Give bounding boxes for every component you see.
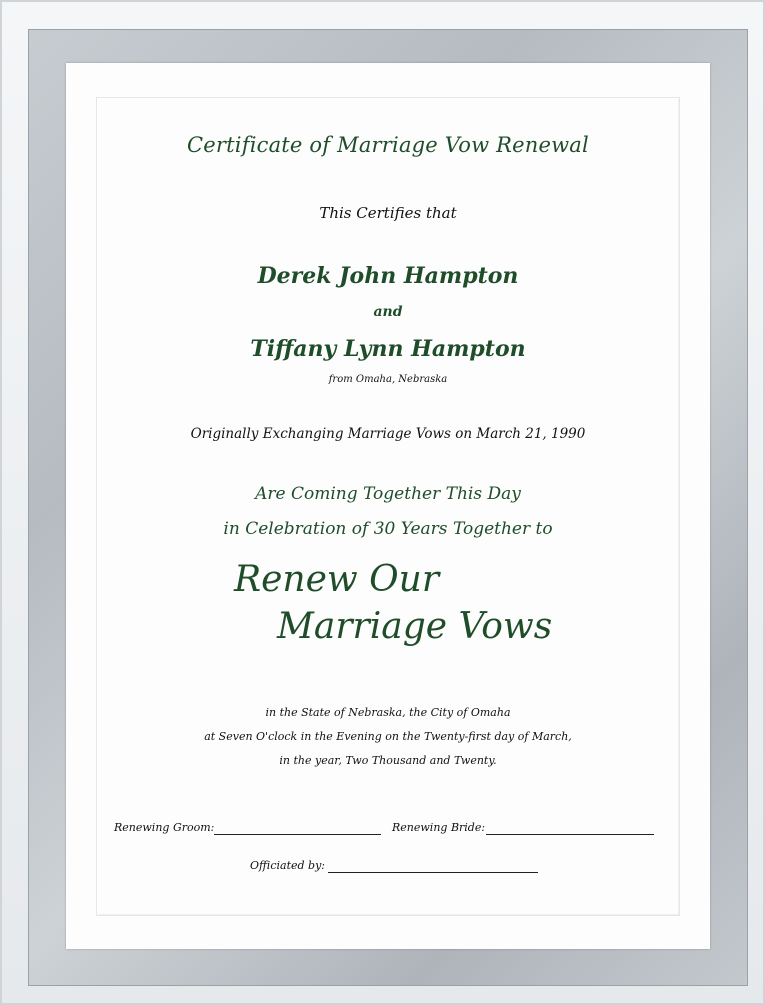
location-line-2: at Seven O'clock in the Evening on the Twenty-first day of March, (204, 730, 572, 743)
groom-name: Derek John Hampton (257, 263, 519, 289)
hometown-text: from Omaha, Nebraska (328, 374, 448, 385)
groom-signature-line[interactable] (214, 834, 381, 835)
celebration-text: in Celebration of 30 Years Together to (223, 519, 553, 539)
coming-together-text: Are Coming Together This Day (255, 484, 521, 504)
and-text: and (373, 304, 403, 320)
certifies-text: This Certifies that (319, 204, 457, 222)
renew-heading-line1: Renew Our (234, 559, 440, 600)
location-line-3: in the year, Two Thousand and Twenty. (279, 754, 497, 767)
renew-heading-line2: Marriage Vows (277, 606, 553, 647)
certificate-title: Certificate of Marriage Vow Renewal (187, 133, 589, 157)
officiant-signature-label: Officiated by: (250, 859, 325, 872)
bride-signature-label: Renewing Bride: (392, 821, 486, 834)
bride-signature-line[interactable] (486, 834, 654, 835)
original-vows-text: Originally Exchanging Marriage Vows on March 21, 1990 (190, 426, 586, 442)
location-line-1: in the State of Nebraska, the City of Omaha (265, 706, 511, 719)
certificate-paper (66, 63, 710, 949)
officiant-signature-line[interactable] (328, 872, 538, 873)
bride-name: Tiffany Lynn Hampton (250, 336, 526, 362)
groom-signature-label: Renewing Groom: (114, 821, 215, 834)
